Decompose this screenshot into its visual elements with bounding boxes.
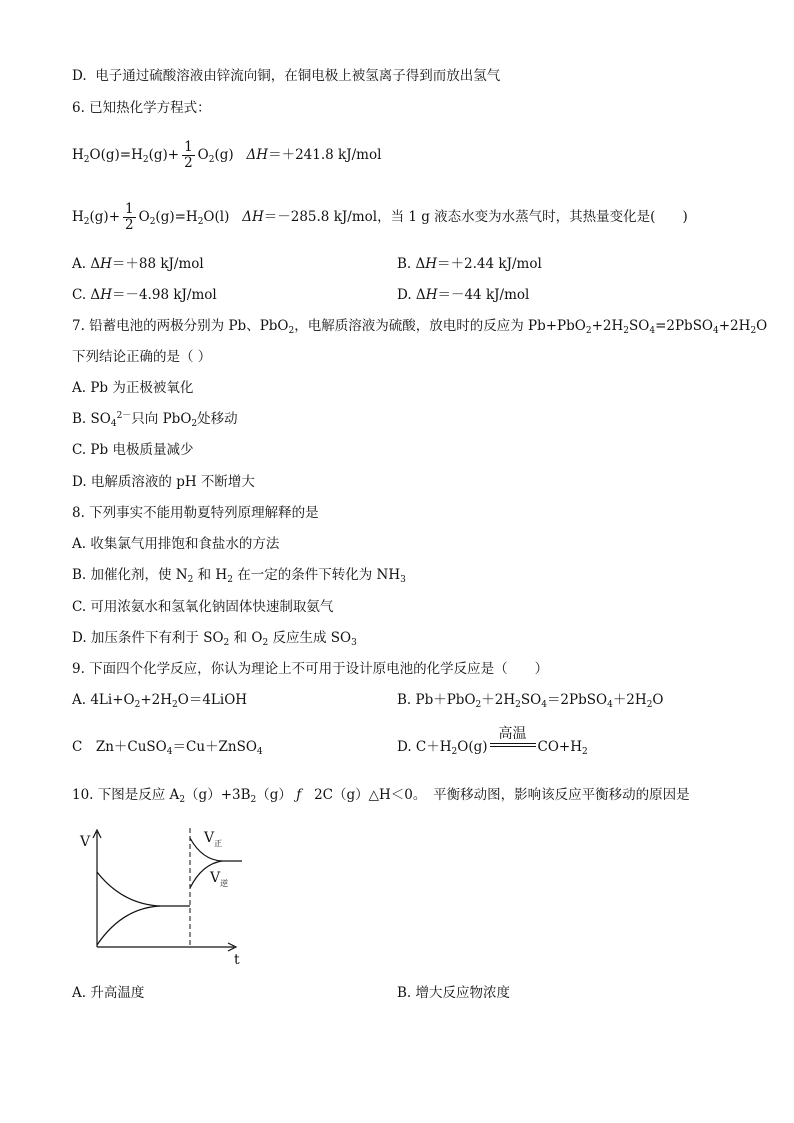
q8-option-a: A. 收集氯气用排饱和食盐水的方法: [72, 536, 280, 552]
q6-equation-2: $H_2(g)+$ $\frac{1}{2}$ $O_2(g)=H_2O(l)$ ΔH＝－285.8 kJ/mol，当 1 g 液态水变为水蒸气时，其热量变化是( ): [72, 201, 688, 233]
q10-option-a: A. 升高温度: [72, 985, 145, 1001]
q6-equation-1: $H_2O(g)=H_2(g)+$ $\frac{1}{2}$ $O_2(g)$ ΔH＝＋241.8 kJ/mol: [72, 139, 382, 171]
q6-option-b: B. ΔH＝＋2.44 kJ/mol: [397, 256, 542, 272]
reverse-rate-curve-initial: [97, 906, 160, 945]
q9-option-d: D. $C+H_2O(g)$ 高温 $CO+H_2$: [397, 726, 588, 757]
q7-option-a: A. Pb 为正极被氧化: [72, 380, 194, 396]
q9-stem: 9. 下面四个化学反应，你认为理论上不可用于设计原电池的化学反应是（ ）: [72, 661, 549, 677]
q7-option-d: D. 电解质溶液的 pH 不断增大: [72, 474, 255, 490]
high-temperature-condition: 高温: [488, 737, 538, 757]
q10-option-b: B. 增大反应物浓度: [397, 985, 511, 1001]
q8-stem: 8. 下列事实不能用勒夏特列原理解释的是: [72, 505, 319, 521]
v-forward-label: $V_正$: [204, 830, 223, 848]
q6-option-a: A. ΔH＝＋88 kJ/mol: [72, 256, 204, 272]
q9-option-a: A. $4Li+O_2+2H_2O=4LiOH$: [72, 692, 248, 710]
q7-stem-line-2: 下列结论正确的是（ ）: [72, 349, 212, 365]
q8-option-d: D. 加压条件下有利于 $SO_2$ 和 $O_2$ 反应生成 $SO_3$: [72, 630, 357, 648]
q8-option-b: B. 加催化剂，使 $N_2$ 和 $H_2$ 在一定的条件下转化为 $NH_3$: [72, 567, 406, 585]
q9-option-b: B. $Pb+PbO_2+2H_2SO_4=2PbSO_4+2H_2O$: [397, 692, 664, 710]
v-reverse-label: $V_逆$: [210, 870, 229, 888]
x-axis-label: t: [234, 952, 240, 968]
q6-stem: 6. 已知热化学方程式：: [72, 100, 211, 116]
forward-rate-curve-initial: [97, 872, 190, 906]
fraction-half: $\frac{1}{2}$: [125, 201, 134, 233]
q10-stem: 10. 下图是反应 $A_2(g)+3B_2(g)$ ƒ 2C（g）△H＜0。 平衡移动图，影响该反应平衡移动的原因是: [72, 787, 690, 805]
y-axis-label: V: [80, 834, 91, 850]
q7-stem: 7. 铅蓄电池的两极分别为 Pb、PbO$_2$，电解质溶液为硫酸，放电时的反应为 $Pb+PbO_2+2H_2SO_4=2PbSO_4+2H_2O$: [72, 318, 768, 336]
q7-option-c: C. Pb 电极质量减少: [72, 442, 194, 458]
fraction-half: $\frac{1}{2}$: [184, 139, 193, 171]
rate-time-graph: [72, 822, 272, 972]
q8-option-c: C. 可用浓氨水和氢氧化钠固体快速制取氨气: [72, 599, 334, 615]
q5-option-d: D. 电子通过硫酸溶液由锌流向铜，在铜电极上被氢离子得到而放出氢气: [72, 68, 501, 84]
q7-option-b: B. $SO_4^{2-}$只向 PbO$_2$处移动: [72, 411, 238, 429]
q6-option-d: D. ΔH＝－44 kJ/mol: [397, 287, 530, 303]
q9-option-c: C Zn＋CuSO$_4$＝Cu＋ZnSO$_4$: [72, 739, 263, 757]
q6-option-c: C. ΔH＝－4.98 kJ/mol: [72, 287, 217, 303]
